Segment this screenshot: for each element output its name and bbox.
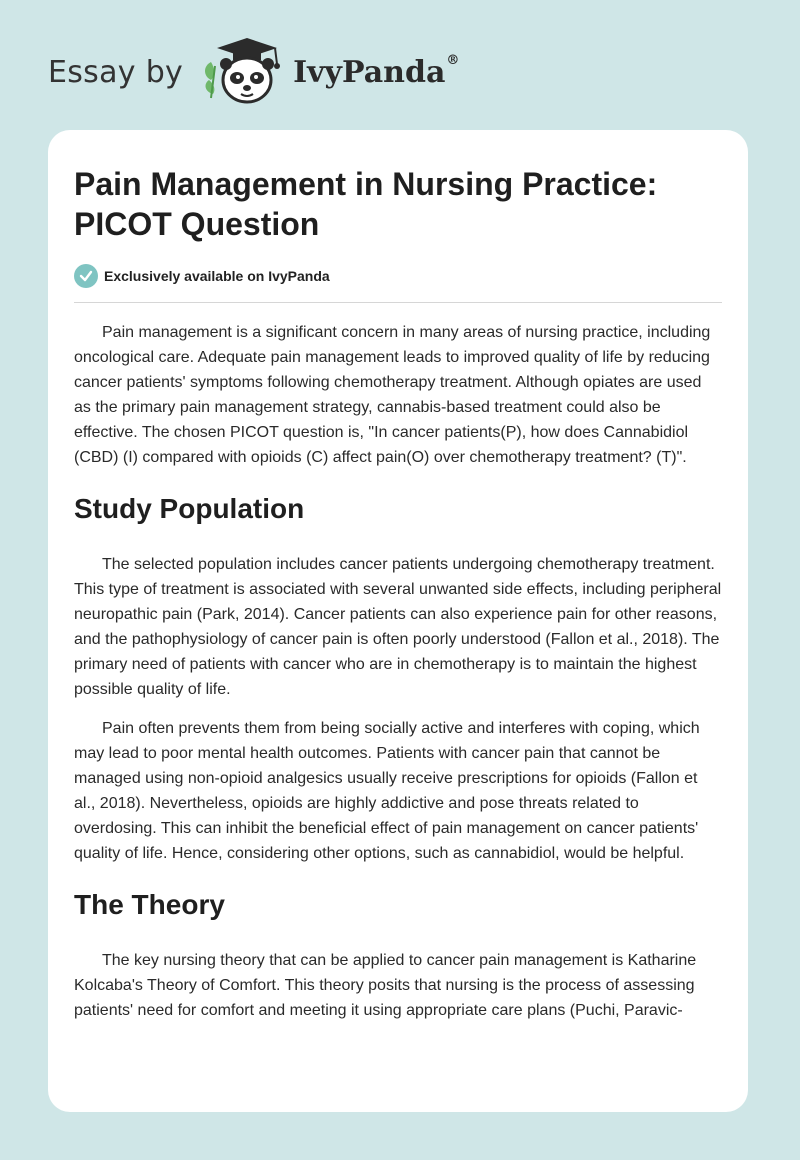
article-title: Pain Management in Nursing Practice: PICOT Question [74,166,658,242]
exclusive-badge-text: Exclusively available on IvyPanda [104,268,330,284]
theory-paragraph-1: The key nursing theory that can be applied to cancer pain management is Katharine Kolcaba's Theory of Comfort. This theory posits that nursing is the process of assessing patients' need for comfort and meeting it using appropriate care plans (Puchi, Paravic- [74,952,697,1019]
brand-name[interactable] [293,52,460,90]
section-heading-theory: The Theory [74,889,225,920]
essay-by-label: Essay by [48,54,184,90]
intro-paragraph: Pain management is a significant concern in many areas of nursing practice, including oncological care. Adequate pain management leads to improved quality of life by reducing cancer patients' symptoms following chemotherapy treatment. Although opiates are used as the primary pain management strategy, cannabis-based treatment could also be effective. The chosen PICOT question is, "In cancer patients(P), how does Cannabidiol (CBD) (I) compared with opioids (C) affect pain(O) over chemotherapy treatment? (T)". [74,324,711,466]
site-header [48,36,508,108]
registered-mark: ® [446,52,460,68]
brand-text: IvyPanda [293,54,446,90]
article-card [48,130,748,1112]
exclusive-badge [74,264,722,303]
check-icon [74,264,98,288]
section-heading-study-population: Study Population [74,493,305,524]
study-population-paragraph-1: The selected population includes cancer patients undergoing chemotherapy treatment. This type of treatment is associated with several unwanted side effects, including peripheral neuropathic pain (Park, 2014). Cancer patients can also experience pain for other reasons, and the pathophysiology of cancer pain is often poorly understood (Fallon et al., 2018). The primary need of patients with cancer who are in chemotherapy is to maintain the highest possible quality of life. [74,556,722,698]
panda-logo-icon[interactable] [197,36,289,108]
study-population-paragraph-2: Pain often prevents them from being socially active and interferes with coping, which may lead to poor mental health outcomes. Patients with cancer pain that cannot be managed using non-opioid analgesics usually receive prescriptions for opioids (Fallon et al., 2018). Nevertheless, opioids are highly addictive and pose threats related to overdosing. This can inhibit the beneficial effect of pain management on cancer patients' quality of life. Hence, considering other options, such as cannabidiol, would be helpful. [74,720,700,862]
